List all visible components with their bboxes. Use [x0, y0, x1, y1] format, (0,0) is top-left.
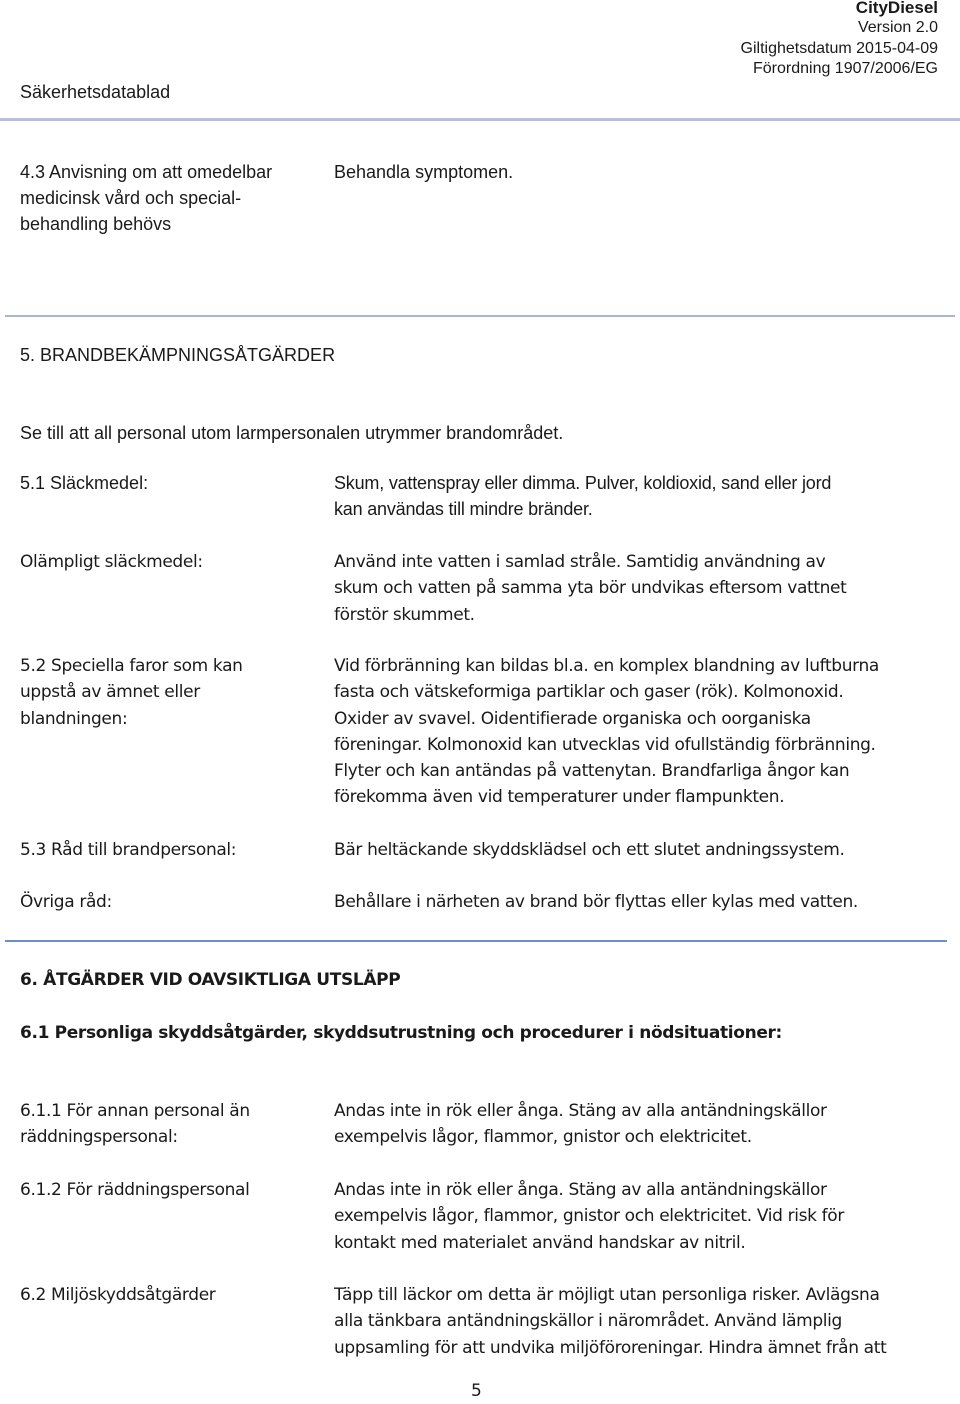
- regulation: Förordning 1907/2006/EG: [752, 60, 938, 77]
- section-6-1-2-label: 6.1.2 För räddningspersonal: [20, 1180, 250, 1200]
- document-title: Säkerhetsdatablad: [20, 82, 171, 102]
- section-6-1-heading: 6.1 Personliga skyddsåtgärder, skyddsutrustning och procedurer i nödsituationer:: [20, 1023, 783, 1043]
- section-4-3-label: 4.3 Anvisning om att omedelbar medicinsk vård och special- behandling behövs: [20, 162, 273, 234]
- section-6-2-label: 6.2 Miljöskyddsåtgärder: [20, 1285, 216, 1305]
- version-label: Version 2.0: [857, 19, 938, 36]
- section-6-1-1-label: 6.1.1 För annan personal än räddningspersonal:: [20, 1101, 250, 1148]
- section-4-3-value: Behandla symptomen.: [334, 162, 514, 182]
- unsuitable-extinguisher-value: Använd inte vatten i samlad stråle. Samtidig användning av skum och vatten på samma yta bör undvikas eftersom vattnet förstör skummet.: [334, 552, 847, 625]
- section-5-2-value: Vid förbränning kan bildas bl.a. en komplex blandning av luftburna fasta och vätskeformiga partiklar och gaser (rök). Kolmonoxid. Oxider av svavel. Oidentifierade organiska och oorganiska föreningar. Kolmonoxid kan utvecklas vid ofullständig förbränning. Flyter och kan antändas på vattenytan. Brandfarliga ångor kan förekomma även vid temperaturer under flampunkten.: [334, 656, 879, 808]
- section-5-1-label: 5.1 Släckmedel:: [20, 473, 149, 493]
- section-6-heading: 6. ÅTGÄRDER VID OAVSIKTLIGA UTSLÄPP: [20, 970, 401, 990]
- section-6-1-2-value: Andas inte in rök eller ånga. Stäng av alla antändningskällor exempelvis lågor, flammor, gnistor och elektricitet. Vid risk för kontakt med materialet använd handskar av nitril.: [334, 1180, 844, 1253]
- valid-date: Giltighetsdatum 2015-04-09: [740, 40, 938, 57]
- section-6-2-value: Täpp till läckor om detta är möjligt utan personliga risker. Avlägsna alla tänkbara antändningskällor i närområdet. Använd lämplig uppsamling för att undvika miljöföroreningar. Hindra ämnet från att: [334, 1285, 887, 1358]
- other-advice-value: Behållare i närheten av brand bör flyttas eller kylas med vatten.: [334, 892, 858, 912]
- section-5-2-label: 5.2 Speciella faror som kan uppstå av ämnet eller blandningen:: [20, 656, 243, 729]
- section-5-3-label: 5.3 Råd till brandpersonal:: [20, 840, 237, 860]
- unsuitable-extinguisher-label: Olämpligt släckmedel:: [20, 552, 203, 572]
- other-advice-label: Övriga råd:: [20, 892, 112, 912]
- header-divider: [0, 118, 960, 121]
- section-divider: [5, 940, 947, 942]
- section-6-1-1-value: Andas inte in rök eller ånga. Stäng av alla antändningskällor exempelvis lågor, flammor, gnistor och elektricitet.: [334, 1101, 827, 1148]
- section-5-heading: 5. BRANDBEKÄMPNINGSÅTGÄRDER: [20, 345, 336, 365]
- section-divider: [5, 315, 955, 317]
- section-5-3-value: Bär heltäckande skyddsklädsel och ett slutet andningssystem.: [334, 840, 845, 860]
- section-5-1-value: Skum, vattenspray eller dimma. Pulver, koldioxid, sand eller jord kan användas till mindre bränder.: [334, 473, 832, 519]
- product-name: CityDiesel: [855, 0, 938, 17]
- section-5-intro: Se till att all personal utom larmpersonalen utrymmer brandområdet.: [20, 423, 564, 443]
- page-number: 5: [471, 1381, 482, 1401]
